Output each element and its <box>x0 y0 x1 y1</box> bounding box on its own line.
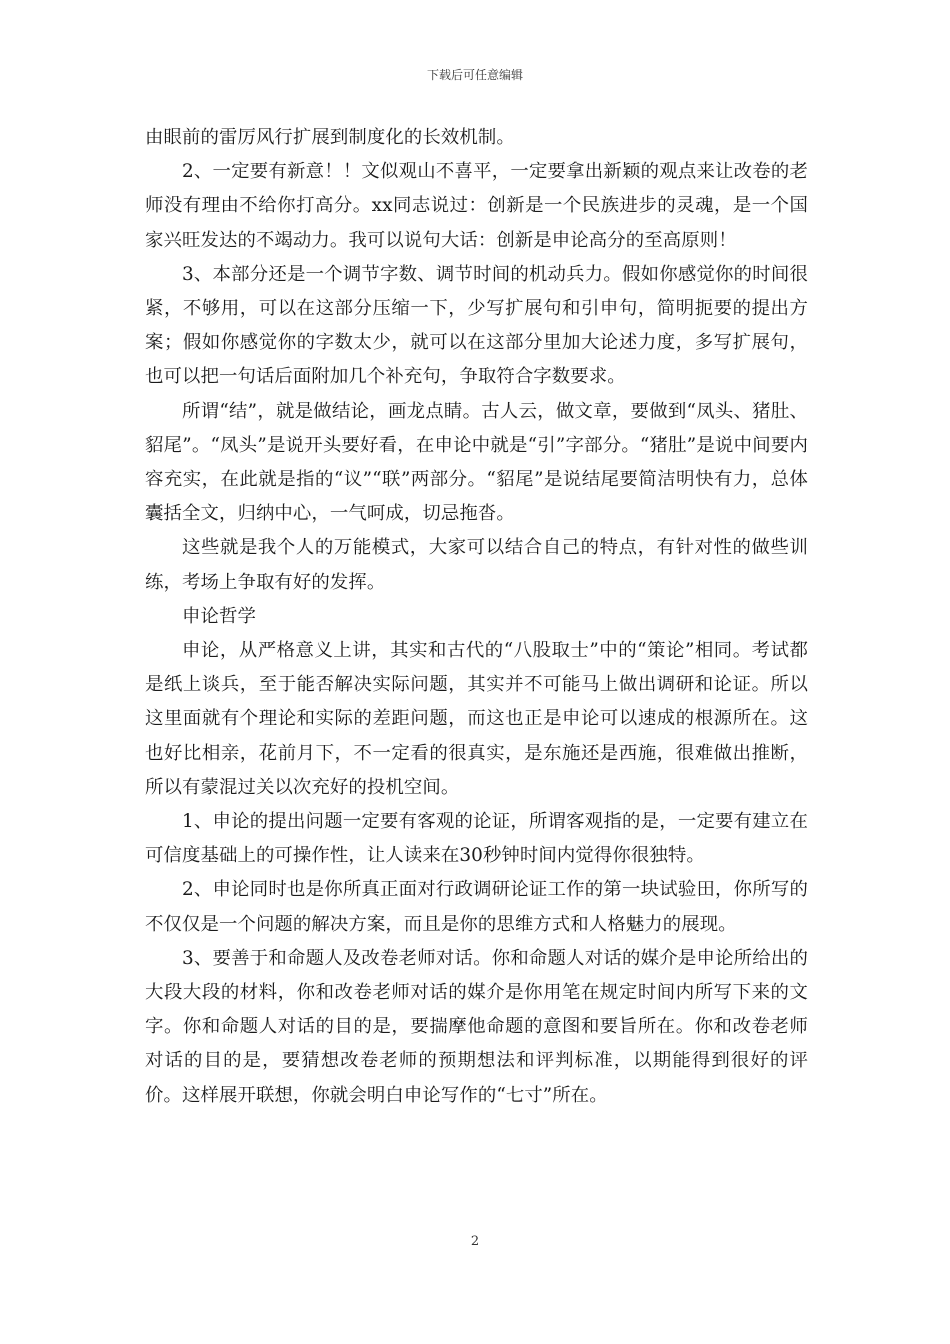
section-heading: 申论哲学 <box>182 605 256 627</box>
page-header: 下载后可任意编辑 <box>426 68 523 82</box>
paragraph: 1、申论的提出问题一定要有客观的论证，所谓客观指的是，一定要有建立在可信度基础上的可操作性，让人读来在30秒钟时间内觉得你很独特。 <box>145 811 808 867</box>
paragraph: 申论，从严格意义上讲，其实和古代的“八股取士”中的“策论”相同。考试都是纸上谈兵，至于能否解决实际问题，其实并不可能马上做出调研和论证。所以这里面就有个理论和实际的差距问题，而这也正是申论可以速成的根源所在。这也好比相亲，花前月下，不一定看的很真实，是东施还是西施，很难做出推断，所以有蒙混过关以次充好的投机空间。 <box>145 640 808 798</box>
paragraph: 3、本部分还是一个调节字数、调节时间的机动兵力。假如你感觉你的时间很紧，不够用，可以在这部分压缩一下，少写扩展句和引申句，简明扼要的提出方案；假如你感觉你的字数太少，就可以在这部分里加大论述力度，多写扩展句，也可以把一句话后面附加几个补充句，争取符合字数要求。 <box>145 263 808 388</box>
paragraph: 所谓“结”，就是做结论，画龙点睛。古人云，做文章，要做到“凤头、猪肚、貂尾”。“凤头”是说开头要好看，在申论中就是“引”字部分。“猪肚”是说中间要内容充实，在此就是指的“议”“联”两部分。“貂尾”是说结尾要简洁明快有力，总体囊括全文，归纳中心，一气呵成，切忌拖沓。 <box>145 400 808 525</box>
document-body <box>145 121 808 1113</box>
paragraph: 2、申论同时也是你所真正面对行政调研论证工作的第一块试验田，你所写的不仅仅是一个问题的解决方案，而且是你的思维方式和人格魅力的展现。 <box>145 879 808 935</box>
page-number: 2 <box>470 1234 480 1249</box>
paragraph: 这些就是我个人的万能模式，大家可以结合自己的特点，有针对性的做些训练，考场上争取有好的发挥。 <box>145 537 808 593</box>
paragraph: 2、一定要有新意！！文似观山不喜平，一定要拿出新颖的观点来让改卷的老师没有理由不给你打高分。xx同志说过：创新是一个民族进步的灵魂，是一个国家兴旺发达的不竭动力。我可以说句大话：创新是申论高分的至高原则！ <box>145 161 808 251</box>
paragraph: 3、要善于和命题人及改卷老师对话。你和命题人对话的媒介是申论所给出的大段大段的材料，你和改卷老师对话的媒介是你用笔在规定时间内所写下来的文字。你和命题人对话的目的是，要揣摩他命题的意图和要旨所在。你和改卷老师对话的目的是，要猜想改卷老师的预期想法和评判标准，以期能得到很好的评价。这样展开联想，你就会明白申论写作的“七寸”所在。 <box>145 947 808 1106</box>
paragraph: 由眼前的雷厉风行扩展到制度化的长效机制。 <box>145 127 515 148</box>
